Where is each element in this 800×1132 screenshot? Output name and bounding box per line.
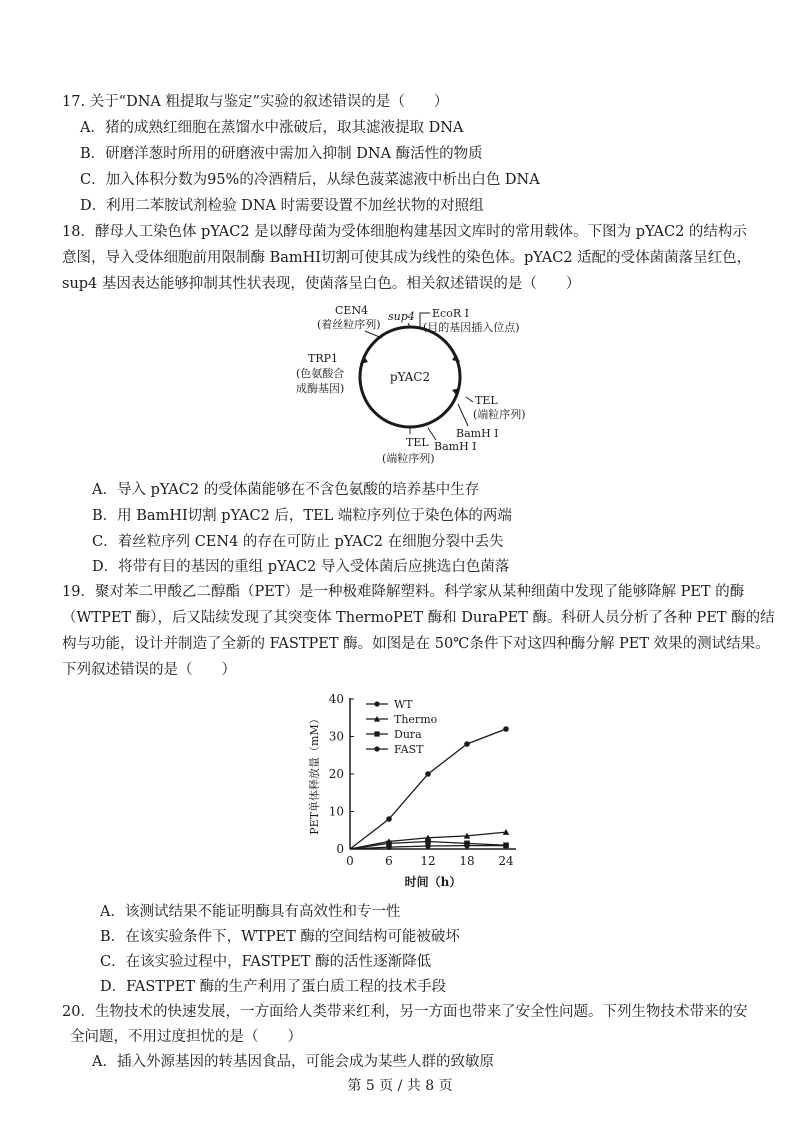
q19-stem-line4: 下列叙述错误的是（ ） [62, 662, 236, 678]
y-tick-label: 20 [328, 767, 344, 781]
q17-option-d: D．利用二苯胺试剂检验 DNA 时需要设置不加丝状物的对照组 [80, 198, 484, 214]
data-point-dura [386, 841, 392, 847]
q18-option-b: B．用 BamHI切割 pYAC2 后，TEL 端粒序列位于染色体的两端 [92, 508, 512, 524]
cen4-pointer [365, 331, 382, 338]
q19-option-b: B．在该实验条件下，WTPET 酶的空间结构可能被破坏 [100, 929, 460, 945]
series-line-fast [350, 729, 506, 849]
trp1-note-line2: 成酶基因) [296, 382, 345, 395]
data-point-dura [464, 841, 470, 847]
legend-label-wt: WT [394, 698, 413, 711]
tel-right-label: TEL [475, 394, 498, 407]
q19-stem-line1: 19．聚对苯二甲酸乙二醇酯（PET）是一种极难降解塑料。科学家从某种细菌中发现了能够降解 PET 的酶 [62, 584, 745, 600]
ring-arrow-left [360, 356, 368, 364]
q18-option-c: C．着丝粒序列 CEN4 的存在可防止 pYAC2 在细胞分裂中丢失 [92, 534, 504, 550]
tel-bottom-note: (端粒序列) [382, 452, 435, 465]
ring-arrow-right [452, 354, 460, 362]
x-tick-label: 24 [498, 854, 514, 868]
q19-option-a: A．该测试结果不能证明酶具有高效性和专一性 [100, 904, 401, 920]
trp1-note-line1: (色氨酸合 [296, 367, 345, 380]
tel-bottom-label: TEL [406, 436, 429, 449]
q17-option-b: B．研磨洋葱时所用的研磨液中需加入抑制 DNA 酶活性的物质 [80, 146, 483, 162]
y-tick-label: 10 [328, 804, 344, 819]
x-axis-title: 时间（h） [404, 875, 462, 889]
q17-stem: 17. 关于“DNA 粗提取与鉴定”实验的叙述错误的是（ ） [62, 94, 449, 110]
y-axis-title: PET单体释放量（mM） [308, 713, 321, 835]
x-tick-label: 0 [346, 854, 354, 868]
pyac2-diagram [270, 300, 560, 470]
q17-option-c: C．加入体积分数为95%的冷酒精后，从绿色菠菜滤液中析出白色 DNA [80, 172, 540, 188]
legend-marker-wt [374, 701, 379, 706]
bamh-bottom-label: BamH Ⅰ [434, 440, 477, 453]
q20-stem-line1: 20．生物技术的快速发展，一方面给人类带来红利，另一方面也带来了安全性问题。下列生物技术带来的安 [62, 1004, 748, 1020]
q17-option-a: A．猪的成熟红细胞在蒸馏水中涨破后，取其滤液提取 DNA [80, 120, 464, 136]
pet-release-chart [300, 682, 540, 902]
q18-stem-line3: sup4 基因表达能够抑制其性状表现，使菌落呈白色。相关叙述错误的是（ ） [62, 276, 581, 292]
tel-right-pointer [466, 397, 473, 402]
q19-option-d: D．FASTPET 酶的生产利用了蛋白质工程的技术手段 [100, 979, 447, 995]
plasmid-center-label: pYAC2 [389, 370, 431, 384]
legend-marker-dura [374, 731, 379, 736]
ecori-label: EcoR Ⅰ [432, 307, 469, 320]
tel-right-note: (端粒序列) [473, 408, 526, 421]
q18-stem-line1: 18．酵母人工染色体 pYAC2 是以酵母菌为受体细胞构建基因文库时的常用载体。下图为 pYAC2 的结构示 [62, 224, 747, 240]
q19-stem-line3: 构与功能，设计并制造了全新的 FASTPET 酶。如图是在 50℃条件下对这四种酶分解 PET 效果的测试结果。 [62, 636, 770, 652]
data-point-dura [503, 842, 509, 848]
data-point-fast [464, 741, 470, 747]
legend-label-dura: Dura [394, 728, 422, 741]
legend-marker-fast [374, 746, 379, 751]
y-tick-label: 40 [328, 692, 344, 706]
x-tick-label: 18 [459, 854, 475, 868]
bamh-right-label: BamH Ⅰ [456, 427, 499, 440]
trp1-label: TRP1 [308, 352, 339, 365]
y-tick-label: 30 [328, 729, 344, 744]
ecori-note: (目的基因插入位点) [423, 321, 520, 334]
q18-stem-line2: 意图，导入受体细胞前用限制酶 BamHI切割可使其成为线性的染色体。pYAC2 适配的受体菌菌落呈红色， [62, 250, 752, 266]
data-point-fast [386, 816, 392, 822]
data-point-fast [503, 726, 509, 732]
legend-label-thermo: Thermo [394, 713, 438, 726]
cen4-note: (着丝粒序列) [317, 318, 381, 331]
bamh-right-pointer [458, 404, 468, 426]
x-tick-label: 6 [385, 854, 393, 868]
q20-stem-line2: 全问题，不用过度担忧的是（ ） [70, 1029, 302, 1045]
x-tick-label: 12 [420, 854, 436, 868]
q20-option-a: A．插入外源基因的转基因食品，可能会成为某些人群的致敏原 [92, 1054, 494, 1070]
q19-stem-line2: （WTPET 酶），后又陆续发现了其突变体 ThermoPET 酶和 DuraPET 酶。科研人员分析了各种 PET 酶的结 [62, 610, 775, 626]
y-tick-label: 0 [336, 842, 344, 856]
page-footer: 第 5 页 / 共 8 页 [347, 1078, 453, 1094]
bamh-bottom-pointer [428, 428, 436, 440]
q18-option-d: D．将带有目的基因的重组 pYAC2 导入受体菌后应挑选白色菌落 [92, 559, 510, 575]
sup4-label: sup4 [388, 310, 415, 323]
q19-option-c: C．在该实验过程中，FASTPET 酶的活性逐渐降低 [100, 954, 432, 970]
q18-option-a: A．导入 pYAC2 的受体菌能够在不含色氨酸的培养基中生存 [92, 482, 480, 498]
data-point-fast [425, 771, 431, 777]
legend-label-fast: FAST [394, 743, 424, 756]
cen4-label: CEN4 [335, 304, 369, 317]
data-point-dura [425, 839, 431, 845]
